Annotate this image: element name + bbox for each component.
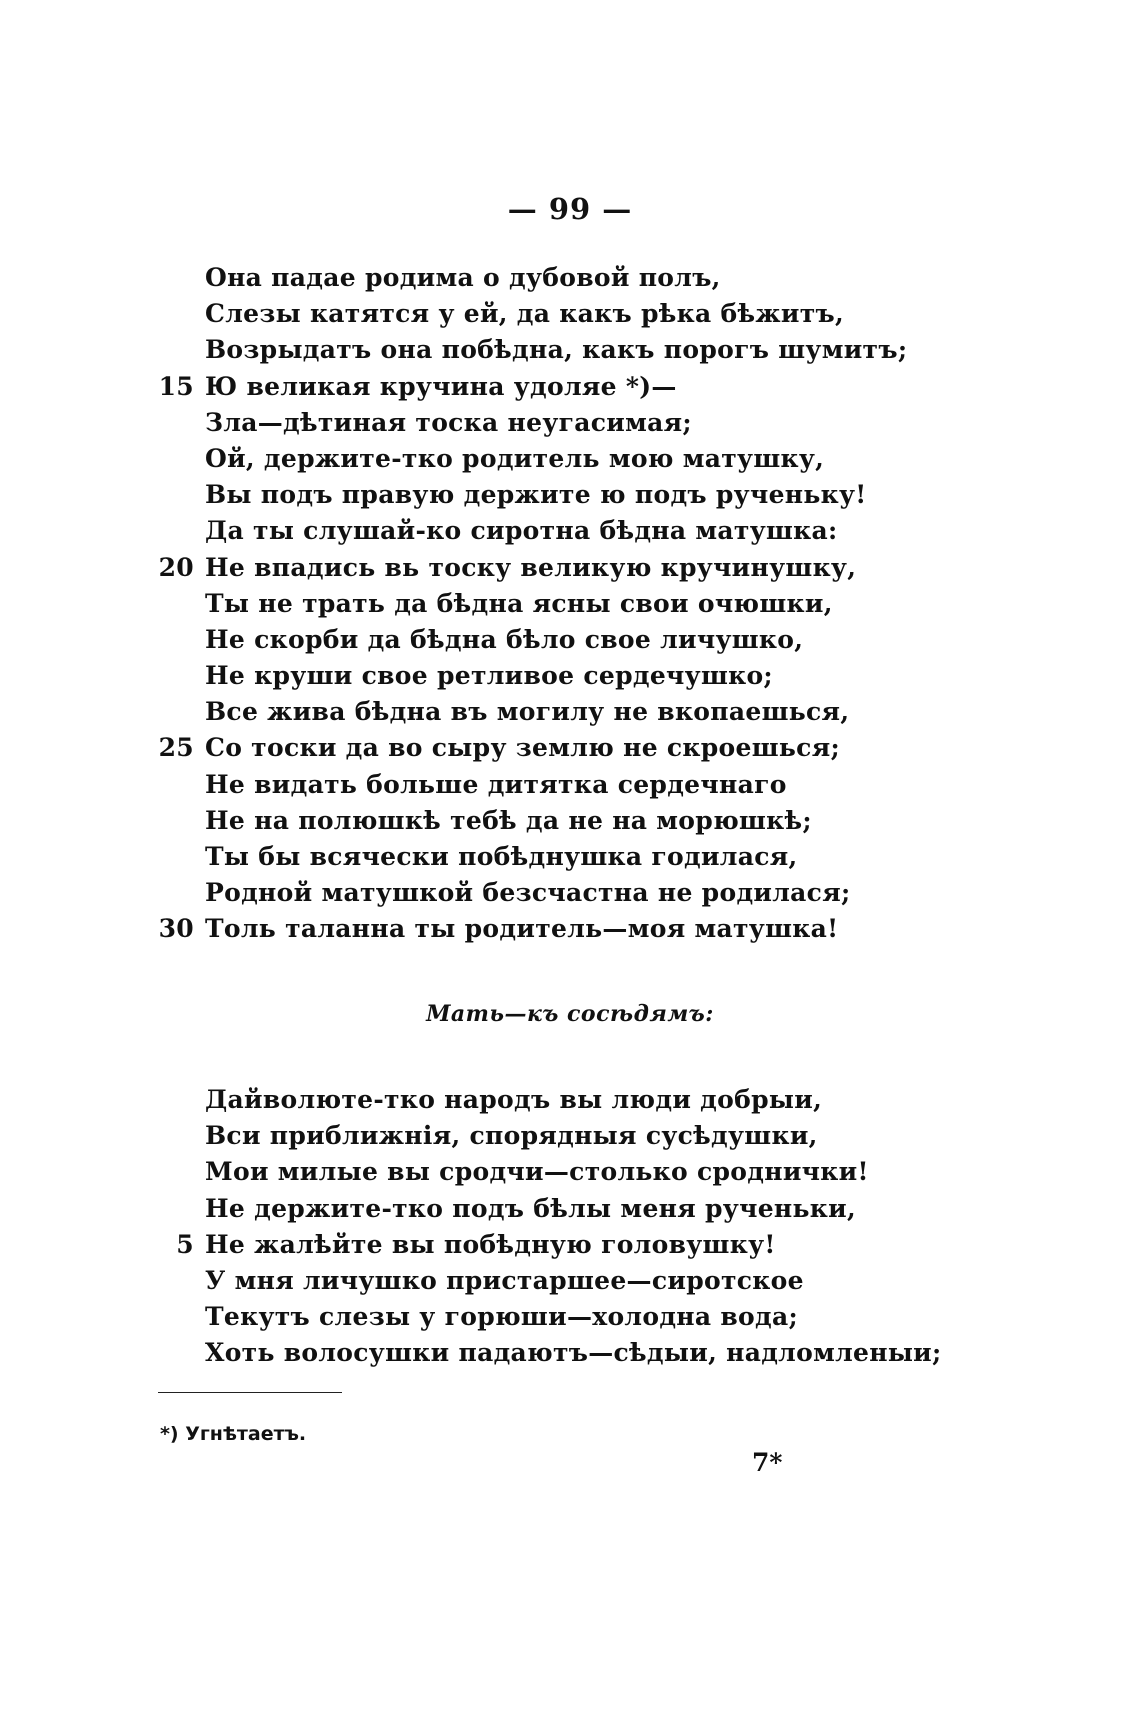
poem-line (0, 730, 1140, 766)
poem-line (0, 694, 1140, 730)
line-text: Не держите-тко подъ бѣлы меня рученьки, (205, 1193, 856, 1223)
poem-line (0, 1227, 1140, 1263)
poem-line (0, 477, 1140, 513)
line-text: Зла—дѣтиная тоска неугасимая; (205, 407, 692, 437)
line-text: Да ты слушай-ко сиротна бѣдна матушка: (205, 516, 838, 546)
line-number: 20 (158, 552, 194, 582)
line-text: У мня личушко пристаршее—сиротское (205, 1265, 804, 1295)
poem-line (0, 332, 1140, 368)
line-text: Со тоски да во сыру землю не скроешься; (205, 733, 840, 763)
line-text: Не скорби да бѣдна бѣло свое личушко, (205, 624, 804, 654)
line-text: Ю великая кручина удоляе *)— (205, 371, 677, 401)
line-text: Не впадись вь тоску великую кручинушку, (205, 552, 857, 582)
line-number: 15 (158, 371, 194, 401)
section-heading: Мать—къ сосѣдямъ: (426, 1001, 714, 1027)
poem-section-2 (0, 1082, 1140, 1372)
line-text: Хоть волосушки падаютъ—сѣдыи, надломленыи; (205, 1338, 942, 1368)
poem-line (0, 1118, 1140, 1154)
line-text: Толь таланна ты родитель—моя матушка! (205, 914, 839, 944)
line-text: Все жива бѣдна въ могилу не вкопаешься, (205, 697, 850, 727)
line-text: Не на полюшкѣ тебѣ да не на морюшкѣ; (205, 805, 812, 835)
line-text: Вси приближнія, спорядныя сусѣдушки, (205, 1121, 818, 1151)
line-text: Не жалѣйте вы побѣдную головушку! (205, 1229, 776, 1259)
poem-line (0, 1191, 1140, 1227)
footnote: *) Угнѣтаетъ. (160, 1423, 307, 1445)
poem-line (0, 550, 1140, 586)
line-text: Мои милые вы сродчи—столько сроднички! (205, 1157, 869, 1187)
poem-line (0, 875, 1140, 911)
line-text: Ты не трать да бѣдна ясны свои очюшки, (205, 588, 833, 618)
line-number: 30 (158, 914, 194, 944)
line-text: Ты бы всячески побѣднушка годилася, (205, 842, 798, 871)
poem-line (0, 1263, 1140, 1299)
line-text: Вы подъ правую держите ю подъ рученьку! (205, 480, 867, 510)
line-text: Она падае родима о дубовой полъ, (205, 263, 721, 292)
footnote-divider (158, 1392, 342, 1393)
line-text: Ой, держите-тко родитель мою матушку, (205, 443, 825, 473)
line-number: 25 (158, 733, 194, 763)
line-text: Текутъ слезы у горюши—холодна вода; (205, 1302, 799, 1332)
poem-section-1 (0, 260, 1140, 948)
poem-line (0, 658, 1140, 694)
page-number: — 99 — (507, 192, 633, 226)
poem-line (0, 767, 1140, 803)
line-text: Не видать больше дитятка сердечнаго (205, 769, 787, 799)
line-text: Дайволюте-тко народъ вы люди добрыи, (205, 1085, 823, 1114)
poem-line (0, 1335, 1140, 1371)
poem-line (0, 1082, 1140, 1118)
poem-line (0, 839, 1140, 875)
poem-line (0, 441, 1140, 477)
poem-line (0, 803, 1140, 839)
poem-line (0, 369, 1140, 405)
poem-line (0, 622, 1140, 658)
poem-line (0, 586, 1140, 622)
line-text: Родной матушкой безсчастна не родилася; (205, 878, 851, 908)
signature-mark: 7* (752, 1448, 783, 1477)
poem-line (0, 260, 1140, 296)
poem-line (0, 1299, 1140, 1335)
poem-line (0, 911, 1140, 947)
line-text: Не круши свое ретливое сердечушко; (205, 661, 773, 691)
line-text: Возрыдатъ она побѣдна, какъ порогъ шумитъ; (205, 335, 908, 365)
line-number: 5 (176, 1229, 194, 1259)
poem-line (0, 513, 1140, 549)
poem-line (0, 1154, 1140, 1190)
line-text: Слезы катятся у ей, да какъ рѣка бѣжитъ, (205, 299, 844, 329)
poem-line (0, 405, 1140, 441)
poem-line (0, 296, 1140, 332)
